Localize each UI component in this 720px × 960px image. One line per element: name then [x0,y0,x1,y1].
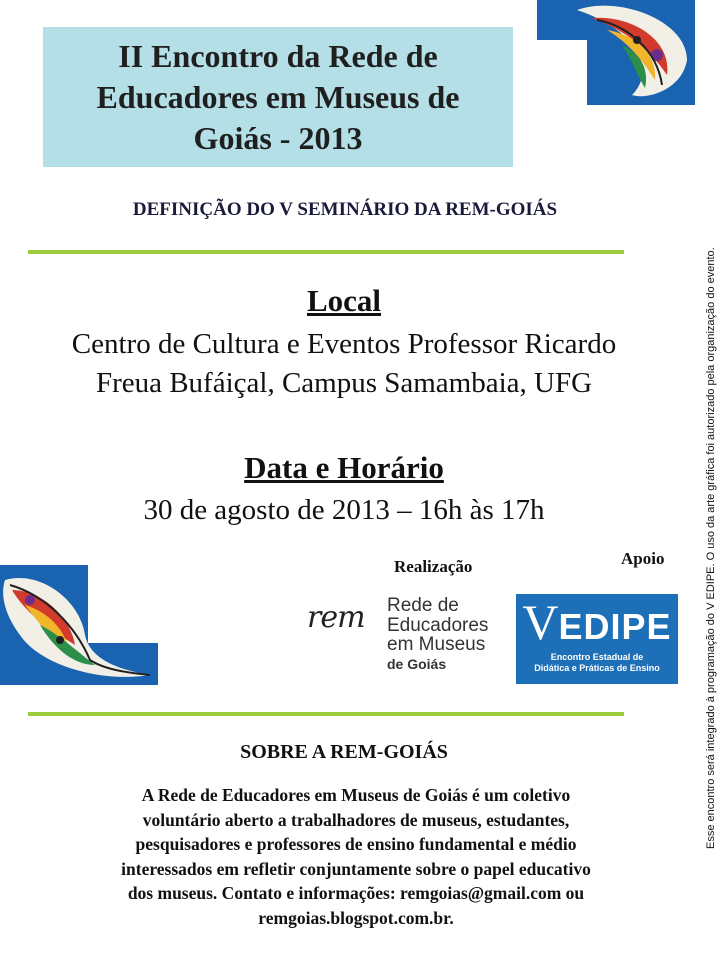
schedule-text: 30 de agosto de 2013 – 16h às 17h [143,494,545,526]
edipe-logo-sub1: Encontro Estadual de [550,652,644,662]
about-text: A Rede de Educadores em Museus de Goiás é um coletivo voluntário aberto a trabalhadores de museus, estudantes, pesquisadores e professores de ensino fundamental e médio interessados em refletir conjuntamente sobre o papel educativo dos museus. Contato e informações: remgoias@gmail.com ou remgoias.blogspot.com.br. [121,785,591,928]
vertical-side-note: Esse encontro será integrado à programação do V EDIPE. O uso da arte gráfica foi autorizado pela organização do evento. [705,247,717,849]
rem-logo-line1: Rede de [387,595,459,616]
edipe-logo-title [516,594,678,651]
about-heading: SOBRE A REM-GOIÁS [240,741,448,763]
local-heading: Local [306,283,382,318]
edipe-logo-sub2: Didática e Práticas de Ensino [534,663,660,673]
divider-top [28,250,624,254]
edipe-logo-name: EDIPE [558,606,672,647]
edipe-logo-subtitle [522,652,672,674]
rem-goias-logo [307,596,507,686]
rem-logo-line3: em Museus [387,634,486,655]
rem-logo-text [387,596,488,674]
divider-bottom [28,712,624,716]
decorative-art-middle-left [0,565,158,685]
event-title-box [43,27,513,167]
local-text: Centro de Cultura e Eventos Professor Ricardo Freua Bufáiçal, Campus Samambaia, UFG [71,328,617,399]
event-title: II Encontro da Rede de Educadores em Museus de Goiás - 2013 [96,37,460,156]
schedule-heading: Data e Horário [244,450,444,485]
rem-logo-line2: Educadores [387,614,489,636]
rem-logo-mark: rem [307,600,365,635]
realizacao-label: Realização [394,557,473,576]
edipe-logo-v: V [522,594,559,650]
v-edipe-logo [516,594,678,684]
rem-logo-line4: de Goiás [387,655,447,672]
apoio-label: Apoio [621,549,665,568]
subtitle: DEFINIÇÃO DO V SEMINÁRIO DA REM-GOIÁS [132,199,558,220]
decorative-art-top-right [537,0,695,105]
